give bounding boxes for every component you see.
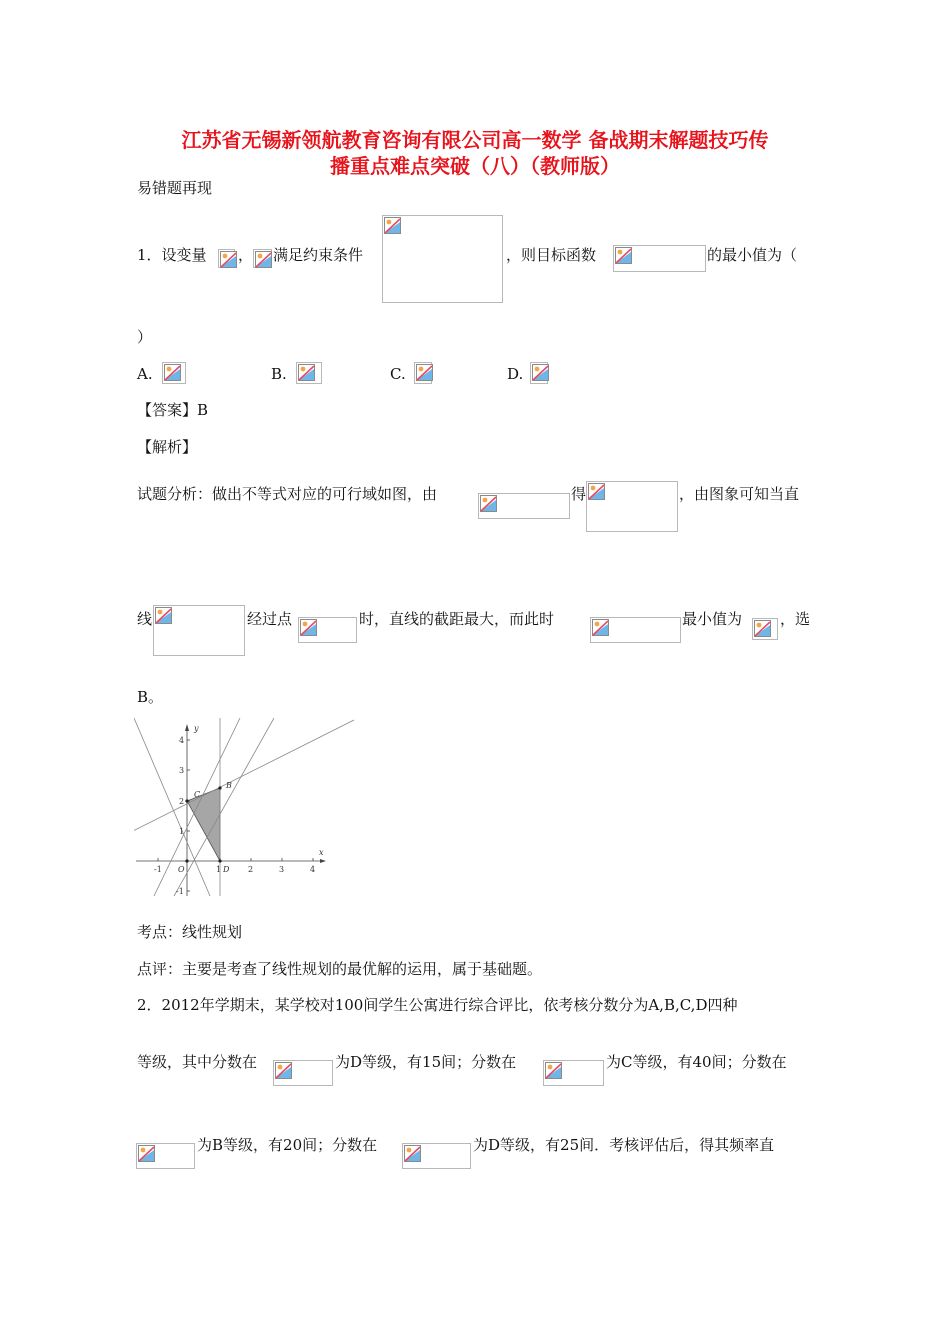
- analysis-text: ，由图象可知当直: [679, 485, 800, 503]
- dianping: 点评：主要是考查了线性规划的最优解的运用，属于基础题。: [137, 960, 543, 978]
- q2-text: 等级，其中分数在: [137, 1053, 258, 1071]
- formula-image: [478, 493, 570, 519]
- section-heading: 易错题再现: [137, 179, 213, 197]
- q2-line1: 2．2012年学期末，某学校对100间学生公寓进行综合评比，依考核分数分为A,B,C,D四种: [137, 996, 738, 1014]
- broken-image-icon: [754, 620, 771, 637]
- y-axis-label: y: [194, 724, 199, 733]
- point-d: [218, 859, 221, 862]
- formula-image: [298, 617, 357, 643]
- analysis-text: 得: [571, 485, 587, 503]
- formula-image: [586, 481, 678, 532]
- y-tick-label: -1: [176, 887, 184, 896]
- x-axis-arrow: [320, 859, 326, 863]
- point-label-d: D: [223, 865, 230, 874]
- analysis-label: 【解析】: [137, 438, 198, 456]
- q1-close: ）: [137, 328, 153, 346]
- broken-image-icon: [255, 251, 272, 268]
- origin-label: O: [178, 865, 185, 874]
- q2-text: 为B等级，有20间；分数在: [197, 1136, 378, 1154]
- formula-image: [402, 1143, 471, 1169]
- origin-point: [185, 859, 188, 862]
- analysis-text: 线: [137, 610, 153, 628]
- broken-image-icon: [416, 364, 433, 381]
- option-image: [414, 362, 432, 384]
- x-axis-label: x: [319, 848, 324, 857]
- feasible-region: [187, 788, 220, 861]
- x-tick-label: 4: [310, 865, 316, 874]
- document-title-line1: 江苏省无锡新领航教育咨询有限公司高一数学 备战期末解题技巧传: [181, 128, 769, 152]
- answer: 【答案】B: [137, 401, 209, 419]
- formula-image: [273, 1060, 333, 1086]
- broken-image-icon: [275, 1062, 292, 1079]
- y-tick-label: 2: [179, 797, 185, 806]
- broken-image-icon: [298, 364, 315, 381]
- q1-condition: 满足约束条件: [273, 246, 364, 264]
- q1-target: ，则目标函数: [506, 246, 597, 264]
- broken-image-icon: [300, 619, 317, 636]
- document-title-line2: 播重点难点突破（八）（教师版）: [330, 154, 620, 178]
- broken-image-icon: [615, 247, 632, 264]
- broken-image-icon: [588, 483, 605, 500]
- broken-image-icon: [138, 1145, 155, 1162]
- option-image: [162, 362, 186, 384]
- broken-image-icon: [384, 217, 401, 234]
- analysis-text: ，选: [780, 610, 811, 628]
- analysis-text: 最小值为: [682, 610, 743, 628]
- analysis-text: B。: [137, 688, 164, 706]
- option-c: C.: [390, 365, 406, 383]
- feasible-region-graph: [134, 718, 356, 898]
- x-tick-label: 2: [248, 865, 254, 874]
- constraint-image: [382, 215, 503, 303]
- broken-image-icon: [592, 619, 609, 636]
- broken-image-icon: [480, 495, 497, 512]
- q1-lead: 1．设变量: [137, 246, 207, 264]
- option-image: [296, 362, 322, 384]
- point-label-c: C: [194, 790, 201, 799]
- point-c: [185, 799, 188, 802]
- analysis-text: 试题分析：做出不等式对应的可行域如图，由: [137, 485, 438, 503]
- y-axis-arrow: [185, 724, 189, 731]
- formula-image: [752, 618, 778, 640]
- formula-image: [153, 605, 245, 656]
- constraint-line: [134, 720, 354, 833]
- x-tick-label: -1: [154, 865, 162, 874]
- point-label-b: B: [226, 781, 232, 790]
- q2-text: 为C等级，有40间；分数在: [606, 1053, 787, 1071]
- broken-image-icon: [164, 364, 181, 381]
- q1-ask: 的最小值为（: [707, 246, 798, 264]
- formula-image: [136, 1143, 195, 1169]
- objective-image: [613, 245, 706, 272]
- y-tick-label: 4: [179, 736, 185, 745]
- formula-image: [590, 617, 681, 643]
- y-tick-label: 3: [179, 766, 185, 775]
- formula-image: [218, 249, 235, 268]
- option-d: D.: [507, 365, 524, 383]
- y-tick-label: 1: [179, 827, 185, 836]
- analysis-text: 时，直线的截距最大，而此时: [359, 610, 555, 628]
- point-b: [218, 786, 221, 789]
- q2-text: 为D等级，有15间；分数在: [335, 1053, 517, 1071]
- kaodian: 考点：线性规划: [137, 923, 243, 941]
- broken-image-icon: [155, 607, 172, 624]
- x-tick-label: 1: [216, 865, 222, 874]
- formula-image: [253, 249, 272, 268]
- analysis-text: 经过点: [247, 610, 293, 628]
- option-b: B.: [271, 365, 287, 383]
- broken-image-icon: [404, 1145, 421, 1162]
- broken-image-icon: [545, 1062, 562, 1079]
- x-tick-label: 3: [279, 865, 285, 874]
- option-a: A.: [137, 365, 153, 383]
- broken-image-icon: [532, 364, 549, 381]
- q2-text: 为D等级，有25间．考核评估后，得其频率直: [473, 1136, 775, 1154]
- formula-image: [543, 1060, 604, 1086]
- q1-comma: ，: [238, 246, 254, 264]
- broken-image-icon: [220, 251, 237, 268]
- option-image: [530, 362, 548, 384]
